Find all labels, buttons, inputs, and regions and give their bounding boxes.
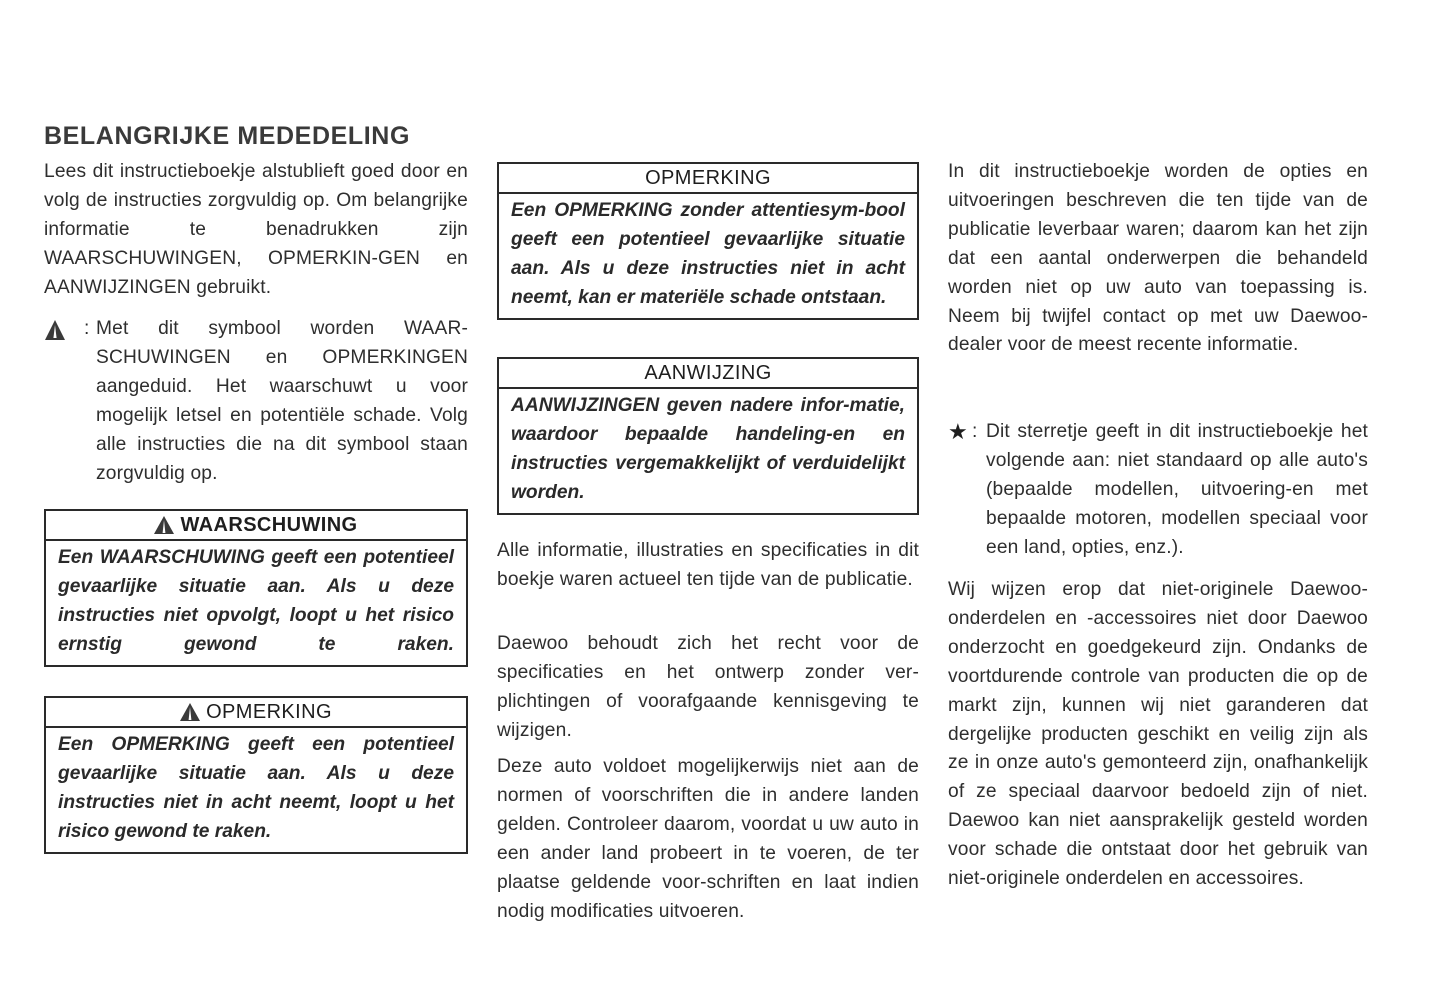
caution-box-body: Een OPMERKING geeft een potentieel gevaarlijke situatie aan. Als u deze instructies niet in acht neemt, loopt u het risico gewond te raken. — [58, 734, 454, 842]
symbol-note-text: Met dit symbool worden WAAR-SCHUWINGEN en OPMERKINGEN aangeduid. Het waarschuwt u voor mogelijk letsel en potentiële schade. Volg alle instructies die na dit symbool staan zorgvuldig op. — [96, 318, 468, 484]
instruction-box — [497, 357, 919, 515]
warning-triangle-icon — [44, 319, 66, 341]
caution-box-with-icon — [44, 696, 468, 854]
rights-paragraph: Daewoo behoudt zich het recht voor de specificaties en het ontwerp zonder ver-plichtingen of voorafgaande kennisgeving te wijzigen. — [497, 633, 919, 741]
warning-box-title: WAARSCHUWING — [180, 514, 358, 536]
caution-box-no-icon-title: OPMERKING — [645, 167, 771, 189]
asterisk-note — [948, 418, 1368, 563]
non-original-parts-paragraph: Wij wijzen erop dat niet-originele Daewoo-onderdelen en -accessoires niet door Daewoo onderzocht en goedgekeurd zijn. Ondanks de voortdurende controle van producten die op de markt zijn, kunnen wij niet garanderen dat dergelijke producten geschikt en veilig zijn als ze in onze auto's gemonteerd zijn, onafhankelijk of ze speciaal daarvoor bedoeld zijn of niet. Daewoo kan niet aansprakelijk gesteld worden voor schade die ontstaat door het gebruik van niet-originele onderdelen en accessoires. — [948, 579, 1368, 890]
publication-info-paragraph: Alle informatie, illustraties en specificaties in dit boekje waren actueel ten tijde van de publicatie. — [497, 540, 919, 590]
warning-box — [44, 509, 468, 667]
caution-box-no-icon — [497, 162, 919, 320]
warning-symbol-note — [44, 315, 468, 488]
caution-box-header — [46, 698, 466, 728]
star-icon: ★ — [948, 419, 968, 444]
page-title: BELANGRIJKE MEDEDELING — [44, 122, 411, 150]
caution-box-no-icon-header — [499, 164, 917, 194]
instruction-box-body: AANWIJZINGEN geven nadere infor-matie, waardoor bepaalde handeling-en en instructies vergemakkelijkt of verduidelijkt worden. — [511, 395, 905, 503]
caution-box-title: OPMERKING — [206, 701, 332, 723]
warning-triangle-icon — [154, 516, 174, 534]
symbol-colon: : — [84, 318, 90, 339]
instruction-box-title: AANWIJZING — [644, 362, 772, 384]
intro-paragraph: Lees dit instructieboekje alstublieft goed door en volg de instructies zorgvuldig op. Om belangrijke informatie te benadrukken zijn WAARSCHUWINGEN, OPMERKIN-GEN en AANWIJZINGEN gebruikt. — [44, 161, 468, 298]
import-regulations-paragraph: Deze auto voldoet mogelijkerwijs niet aan de normen of voorschriften die in andere landen gelden. Controleer daarom, voordat u uw auto in een ander land probeert in te voeren, de ter plaatse geldende voor-schriften en laat indien nodig modificaties uitvoeren. — [497, 756, 919, 922]
warning-triangle-icon — [180, 703, 200, 721]
asterisk-note-text: Dit sterretje geeft in dit instructieboekje het volgende aan: niet standaard op alle auto's (bepaalde modellen, uitvoering-en met bepaalde motoren, modellen speciaal voor een land, opties, enz.). — [986, 421, 1368, 558]
options-paragraph: In dit instructieboekje worden de opties en uitvoeringen beschreven die ten tijde van de publicatie leverbaar waren; daarom kan het zijn dat een aantal onderwerpen die behandeld worden niet op uw auto van toepassing is. Neem bij twijfel contact op met uw Daewoo-dealer voor de meest recente informatie. — [948, 161, 1368, 356]
warning-box-header — [46, 511, 466, 541]
star-colon: : — [972, 421, 978, 442]
caution-box-no-icon-body: Een OPMERKING zonder attentiesym-bool geeft een potentieel gevaarlijke situatie aan. Als u deze instructies niet in acht neemt, kan er materiële schade ontstaan. — [511, 200, 905, 308]
instruction-box-header — [499, 359, 917, 389]
warning-box-body: Een WAARSCHUWING geeft een potentieel gevaarlijke situatie aan. Als u deze instructies niet opvolgt, loopt u het risico ernstig gewond te raken. — [58, 547, 454, 655]
